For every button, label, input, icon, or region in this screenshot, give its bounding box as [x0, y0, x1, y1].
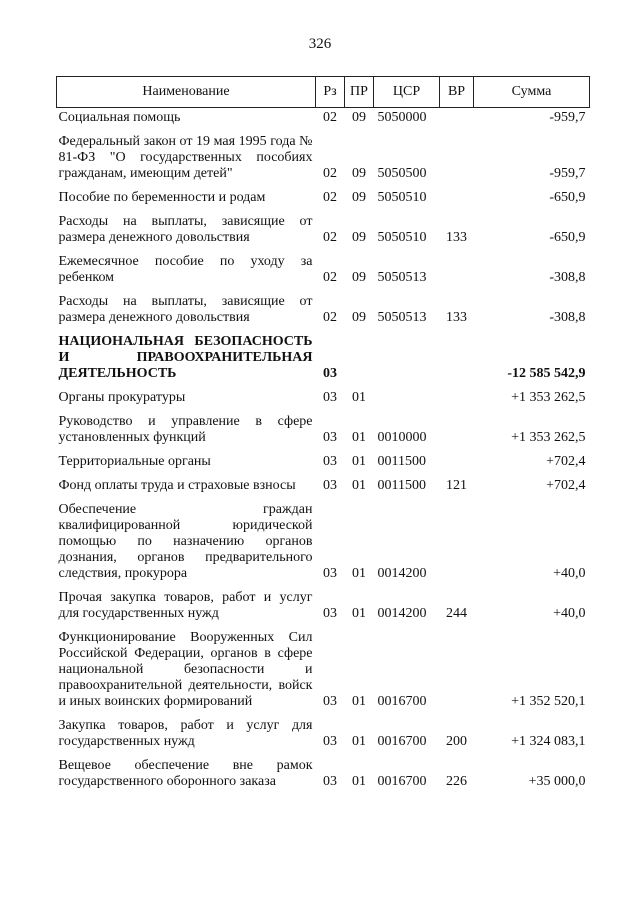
cell-pr: 01 [352, 430, 366, 445]
table-row [57, 289, 590, 329]
table-row [57, 329, 590, 385]
cell-csr: 0016700 [377, 694, 427, 709]
table-row [57, 185, 590, 209]
cell-rz: 02 [323, 190, 337, 205]
cell-name: Пособие по беременности и родам [58, 190, 266, 205]
cell-name: НАЦИОНАЛЬНАЯ БЕЗОПАСНОСТЬ И ПРАВООХРАНИТЕЛЬНАЯ ДЕЯТЕЛЬНОСТЬ [58, 334, 313, 381]
cell-rz: 03 [323, 566, 337, 581]
cell-rz: 02 [323, 110, 337, 125]
cell-sum: -308,8 [549, 310, 586, 325]
header-name: Наименование [57, 77, 316, 108]
cell-pr: 09 [352, 166, 366, 181]
cell-vr [440, 409, 474, 449]
cell-pr: 09 [352, 230, 366, 245]
cell-csr: 5050513 [377, 310, 427, 325]
cell-rz: 02 [323, 230, 337, 245]
cell-sum: +40,0 [553, 566, 586, 581]
header-rz: Рз [316, 77, 345, 108]
cell-csr: 0014200 [377, 606, 427, 621]
cell-name: Федеральный закон от 19 мая 1995 года № 81-ФЗ "О государственных пособиях гражданам, имеющим детей" [58, 134, 313, 181]
cell-csr: 5050510 [377, 190, 427, 205]
cell-vr [440, 329, 474, 385]
cell-vr [440, 625, 474, 713]
cell-sum: -308,8 [549, 270, 586, 285]
cell-csr: 0016700 [377, 734, 427, 749]
cell-name: Территориальные органы [58, 454, 211, 469]
cell-name: Фонд оплаты труда и страховые взносы [58, 478, 296, 493]
table-row [57, 449, 590, 473]
cell-vr [440, 497, 474, 585]
cell-sum: +1 353 262,5 [511, 390, 586, 405]
cell-sum: -12 585 542,9 [507, 366, 586, 381]
cell-rz: 02 [323, 270, 337, 285]
table-row [57, 209, 590, 249]
table-row [57, 585, 590, 625]
cell-csr: 5050513 [377, 270, 427, 285]
cell-csr [374, 329, 440, 385]
table-row [57, 409, 590, 449]
cell-pr: 09 [352, 190, 366, 205]
cell-sum: -959,7 [549, 166, 586, 181]
cell-rz: 03 [323, 430, 337, 445]
cell-name: Расходы на выплаты, зависящие от размера денежного довольствия [58, 214, 313, 245]
cell-csr: 0014200 [377, 566, 427, 581]
table-row [57, 497, 590, 585]
cell-vr [440, 185, 474, 209]
cell-vr [440, 385, 474, 409]
cell-rz: 03 [323, 774, 337, 789]
cell-pr: 01 [352, 734, 366, 749]
cell-name: Ежемесячное пособие по уходу за ребенком [58, 254, 313, 285]
cell-vr: 121 [446, 478, 467, 493]
cell-rz: 02 [323, 310, 337, 325]
cell-csr: 5050510 [377, 230, 427, 245]
cell-csr: 0011500 [377, 478, 426, 493]
table-row [57, 129, 590, 185]
cell-csr: 0011500 [377, 454, 426, 469]
cell-name: Вещевое обеспечение вне рамок государственного оборонного заказа [58, 758, 313, 789]
header-vr: ВР [440, 77, 474, 108]
cell-sum: +1 353 262,5 [511, 430, 586, 445]
cell-name: Социальная помощь [58, 110, 181, 125]
cell-name: Руководство и управление в сфере установленных функций [58, 414, 313, 445]
cell-csr: 0016700 [377, 774, 427, 789]
cell-vr: 133 [446, 310, 467, 325]
cell-name: Закупка товаров, работ и услуг для государственных нужд [58, 718, 313, 749]
cell-pr: 01 [352, 390, 366, 405]
cell-rz: 03 [323, 390, 337, 405]
cell-vr: 244 [446, 606, 467, 621]
cell-vr: 226 [446, 774, 467, 789]
cell-name: Функционирование Вооруженных Сил Российской Федерации, органов в сфере национальной безопасности и правоохранительной деятельности, войск и иных воинских формирований [58, 630, 313, 709]
cell-sum: +702,4 [546, 454, 586, 469]
cell-sum: +1 324 083,1 [511, 734, 586, 749]
header-sum: Сумма [474, 77, 590, 108]
cell-pr: 09 [352, 110, 366, 125]
cell-vr [440, 108, 474, 130]
cell-pr [345, 329, 374, 385]
cell-csr: 5050500 [377, 166, 427, 181]
header-row [57, 77, 590, 108]
table-row [57, 473, 590, 497]
header-pr: ПР [345, 77, 374, 108]
cell-name: Органы прокуратуры [58, 390, 186, 405]
table-row [57, 385, 590, 409]
header-csr: ЦСР [374, 77, 440, 108]
table-body [57, 108, 590, 794]
cell-name: Прочая закупка товаров, работ и услуг для государственных нужд [58, 590, 313, 621]
cell-sum: -650,9 [549, 190, 586, 205]
table-row [57, 713, 590, 753]
cell-vr [440, 449, 474, 473]
cell-sum: +702,4 [546, 478, 586, 493]
cell-rz: 03 [323, 478, 337, 493]
cell-sum: +1 352 520,1 [511, 694, 586, 709]
cell-pr: 01 [352, 694, 366, 709]
cell-rz: 02 [323, 166, 337, 181]
cell-csr: 5050000 [377, 110, 427, 125]
cell-sum: -959,7 [549, 110, 586, 125]
cell-name: Расходы на выплаты, зависящие от размера денежного довольствия [58, 294, 313, 325]
cell-csr [374, 385, 440, 409]
cell-pr: 01 [352, 606, 366, 621]
cell-rz: 03 [323, 606, 337, 621]
cell-rz: 03 [323, 366, 337, 381]
cell-sum: +40,0 [553, 606, 586, 621]
cell-vr [440, 129, 474, 185]
cell-pr: 01 [352, 478, 366, 493]
cell-pr: 09 [352, 270, 366, 285]
cell-name: Обеспечение граждан квалифицированной юридической помощью по назначению органов дознания, органов предварительного следствия, прокурора [58, 502, 313, 581]
cell-rz: 03 [323, 694, 337, 709]
cell-vr: 133 [446, 230, 467, 245]
cell-sum: -650,9 [549, 230, 586, 245]
cell-csr: 0010000 [377, 430, 427, 445]
cell-rz: 03 [323, 454, 337, 469]
cell-vr [440, 249, 474, 289]
cell-sum: +35 000,0 [528, 774, 586, 789]
cell-rz: 03 [323, 734, 337, 749]
table-row [57, 625, 590, 713]
table-row [57, 108, 590, 130]
table-row [57, 249, 590, 289]
table-header [57, 77, 590, 108]
budget-table [56, 76, 590, 793]
cell-pr: 01 [352, 454, 366, 469]
page-number: 326 [308, 36, 332, 52]
cell-vr: 200 [446, 734, 467, 749]
cell-pr: 01 [352, 566, 366, 581]
table-row [57, 753, 590, 793]
cell-pr: 01 [352, 774, 366, 789]
cell-pr: 09 [352, 310, 366, 325]
